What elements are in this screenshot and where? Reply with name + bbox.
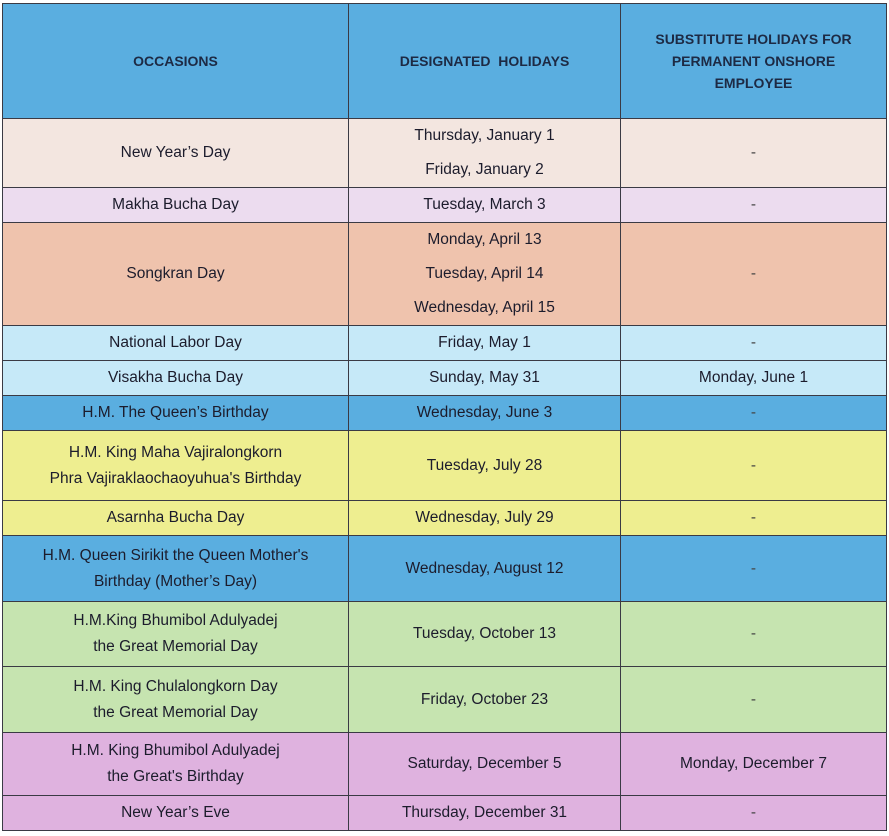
table-body [3, 119, 887, 831]
designated-holiday-cell [349, 361, 621, 396]
occasion-cell [3, 733, 349, 796]
substitute-holiday-cell [621, 602, 887, 667]
designated-holiday-cell [349, 326, 621, 361]
designated-holiday-cell [349, 396, 621, 431]
table-row [3, 396, 887, 431]
occasion-cell [3, 396, 349, 431]
table-row [3, 188, 887, 223]
substitute-date: - [750, 804, 757, 821]
occasion-cell [3, 501, 349, 536]
table-row [3, 431, 887, 501]
substitute-holiday-cell [621, 536, 887, 602]
table-row [3, 733, 887, 796]
designated-holiday-cell [349, 667, 621, 733]
substitute-holiday-cell [621, 796, 887, 831]
occasion-text: the Great Memorial Day [93, 638, 258, 655]
header-designated-holidays: DESIGNATED HOLIDAYS [349, 4, 621, 119]
occasion-cell [3, 536, 349, 602]
substitute-date: - [750, 509, 757, 526]
header-row [3, 4, 887, 119]
occasion-cell [3, 602, 349, 667]
occasion-text: Phra Vajiraklaochaoyuhua's Birthday [49, 469, 302, 487]
table-row [3, 667, 887, 733]
substitute-holiday-cell [621, 667, 887, 733]
substitute-holiday-cell [621, 396, 887, 431]
occasion-text: H.M. King Maha Vajiralongkorn [68, 443, 283, 461]
designated-holiday-cell [349, 796, 621, 831]
substitute-date: - [750, 456, 757, 474]
substitute-holiday-cell [621, 223, 887, 326]
occasion-cell [3, 223, 349, 326]
designated-holiday-cell [349, 223, 621, 326]
occasion-text: H.M. King Bhumibol Adulyadej [71, 742, 280, 759]
substitute-holiday-cell [621, 188, 887, 223]
occasion-cell [3, 326, 349, 361]
occasion-text: Asarnha Bucha Day [106, 509, 245, 526]
designated-date: Wednesday, August 12 [405, 559, 564, 577]
occasion-text: Makha Bucha Day [112, 196, 239, 213]
designated-date: Saturday, December 5 [407, 755, 562, 772]
designated-date: Monday, April 13 [427, 231, 542, 248]
substitute-holiday-cell [621, 733, 887, 796]
designated-holiday-cell [349, 501, 621, 536]
occasion-text: the Great's Birthday [107, 768, 244, 785]
designated-holiday-cell [349, 733, 621, 796]
occasion-cell [3, 119, 349, 188]
table-row [3, 223, 887, 326]
substitute-date: - [750, 265, 757, 282]
occasion-cell [3, 361, 349, 396]
occasion-text: H.M.King Bhumibol Adulyadej [73, 612, 278, 629]
designated-date: Tuesday, March 3 [423, 196, 546, 213]
substitute-date: - [750, 690, 757, 708]
substitute-date: - [750, 404, 757, 421]
table-row [3, 796, 887, 831]
substitute-holiday-cell [621, 119, 887, 188]
occasion-text: New Year’s Eve [121, 804, 230, 821]
designated-date: Tuesday, July 28 [426, 456, 543, 474]
occasion-text: Songkran Day [126, 265, 225, 282]
table-row [3, 361, 887, 396]
table-row [3, 119, 887, 188]
table-row [3, 602, 887, 667]
designated-date: Tuesday, October 13 [412, 625, 557, 642]
designated-holiday-cell [349, 188, 621, 223]
substitute-date: - [750, 559, 757, 577]
substitute-date: - [750, 625, 757, 642]
table-row [3, 501, 887, 536]
designated-date: Friday, May 1 [438, 334, 531, 351]
substitute-holiday-cell [621, 501, 887, 536]
substitute-holiday-cell [621, 326, 887, 361]
occasion-text: H.M. King Chulalongkorn Day [73, 677, 278, 695]
substitute-holiday-cell [621, 361, 887, 396]
designated-date: Wednesday, July 29 [415, 509, 554, 526]
occasion-cell [3, 431, 349, 501]
designated-date: Wednesday, June 3 [416, 404, 553, 421]
occasion-text: the Great Memorial Day [93, 703, 258, 721]
designated-date: Friday, January 2 [425, 161, 544, 178]
table-row [3, 326, 887, 361]
substitute-date: Monday, December 7 [679, 755, 828, 772]
occasion-text: New Year’s Day [120, 144, 231, 161]
occasion-cell [3, 796, 349, 831]
designated-holiday-cell [349, 431, 621, 501]
substitute-date: - [750, 334, 757, 351]
substitute-date: Monday, June 1 [698, 369, 809, 386]
table-row [3, 536, 887, 602]
designated-date: Thursday, December 31 [401, 804, 568, 821]
occasion-text: Birthday (Mother’s Day) [93, 572, 258, 590]
substitute-holiday-cell [621, 431, 887, 501]
designated-holiday-cell [349, 602, 621, 667]
occasion-cell [3, 188, 349, 223]
designated-holiday-cell [349, 119, 621, 188]
occasion-text: H.M. The Queen’s Birthday [82, 404, 269, 421]
header-substitute-holidays: SUBSTITUTE HOLIDAYS FOR PERMANENT ONSHORE EMPLOYEE [621, 4, 887, 119]
occasion-text: National Labor Day [109, 334, 242, 351]
header-occasions: OCCASIONS [3, 4, 349, 119]
substitute-date: - [750, 144, 757, 161]
substitute-date: - [750, 196, 757, 213]
designated-date: Wednesday, April 15 [414, 299, 555, 316]
occasion-text: Visakha Bucha Day [108, 369, 243, 386]
occasion-text: H.M. Queen Sirikit the Queen Mother's [42, 546, 309, 564]
occasion-cell [3, 667, 349, 733]
designated-date: Tuesday, April 14 [425, 265, 544, 282]
designated-holiday-cell [349, 536, 621, 602]
designated-date: Friday, October 23 [420, 690, 549, 708]
designated-date: Thursday, January 1 [414, 127, 555, 144]
designated-date: Sunday, May 31 [429, 369, 540, 386]
holiday-table [2, 3, 887, 831]
